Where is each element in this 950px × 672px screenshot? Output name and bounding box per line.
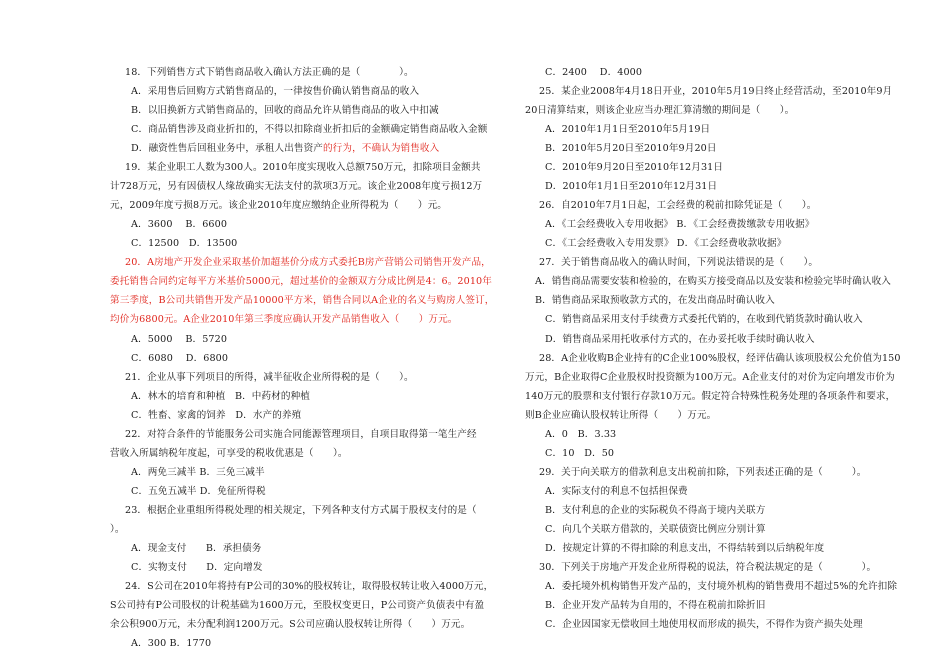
text-line-content: 22．对符合条件的节能服务公司实施合同能源管理项目，自项目取得第一笔生产经 <box>125 429 477 440</box>
text-line-content: S公司持有P公司股权的计税基础为1600万元，至股权变更日，P公司资产负债表中有盈 <box>110 600 485 611</box>
text-line-content: 30．下列关于房地产开发企业所得税的说法，符合税法规定的是（ ）。 <box>539 562 877 573</box>
text-line <box>131 237 237 250</box>
text-line <box>539 561 876 574</box>
text-line-highlight: 的行为，不确认为销售收入 <box>322 143 440 154</box>
text-line-content: C．牲畜、家禽的饲养 D．水产的养殖 <box>131 410 302 421</box>
text-line-content: C．12500 D．13500 <box>131 238 238 249</box>
text-line-content: 19．某企业职工人数为300人。2010年度实现收入总额750万元，扣除项目金额共 <box>125 162 481 173</box>
text-line <box>131 466 265 479</box>
text-line-content: C．销售商品采用支付手续费方式委托代销的，在收到代销货款时确认收入 <box>545 314 863 325</box>
text-line <box>131 123 487 136</box>
text-line-content: 26．自2010年7月1日起，工会经费的税前扣除凭证是（ ）。 <box>539 200 817 211</box>
text-line-content: A．林木的培育和种植 B．中药材的种植 <box>131 391 310 402</box>
text-line <box>131 390 310 403</box>
text-line <box>539 199 816 212</box>
text-line-content: C．商品销售涉及商业折扣的，不得以扣除商业折扣后的金额确定销售商品收入金额 <box>131 124 488 135</box>
text-line <box>110 599 484 612</box>
text-line <box>110 199 447 212</box>
text-line <box>545 504 765 517</box>
text-line <box>525 390 895 403</box>
text-line-content: 营收入所属纳税年度起，可享受的税收优惠是（ ）。 <box>110 448 348 459</box>
text-line <box>545 142 717 155</box>
text-line-content: ）。 <box>110 524 125 535</box>
text-line-content: 27．关于销售商品收入的确认时间，下列说法错误的是（ ）。 <box>539 257 819 268</box>
text-line-content: B．支付利息的企业的实际税负不得高于境内关联方 <box>545 505 766 516</box>
text-line <box>110 447 348 460</box>
text-line-content: C．2400 D．4000 <box>545 67 643 78</box>
text-line <box>545 618 863 631</box>
text-line <box>535 294 775 307</box>
text-line <box>525 371 895 384</box>
text-line <box>125 371 414 384</box>
text-line <box>545 428 616 441</box>
text-line-content: D．销售商品采用托收承付方式的，在办妥托收手续时确认收入 <box>545 334 815 345</box>
text-line <box>131 218 227 231</box>
text-line-content: 万元，B企业取得C企业股权时投资额为100万元。A企业支付的对价为定向增发市价为 <box>525 372 895 383</box>
text-line <box>131 637 211 650</box>
text-line <box>545 333 815 346</box>
text-line-content: A．3600 B．6600 <box>131 219 228 230</box>
text-line-content: 第三季度，B公司共销售开发产品10000平方米，销售合同以A企业的名义与购房人签订， <box>110 295 495 306</box>
text-line <box>131 352 228 365</box>
text-line <box>131 142 439 155</box>
text-line-content: C．企业因国家无偿收回土地使用权而形成的损失，不得作为资产损失处理 <box>545 619 863 630</box>
text-line <box>110 294 494 307</box>
text-line <box>545 237 786 250</box>
text-line <box>535 275 891 288</box>
text-line <box>545 599 765 612</box>
text-line <box>545 218 814 231</box>
text-line <box>131 409 301 422</box>
text-line-content: B．销售商品采取预收款方式的，在发出商品时确认收入 <box>535 295 775 306</box>
text-line <box>539 466 867 479</box>
text-line-content: A．2010年1月1日至2010年5月19日 <box>545 124 711 135</box>
text-line <box>545 447 614 460</box>
text-line-content: 24．S公司在2010年将持有P公司的30%的股权转让，取得股权转让收入4000万元， <box>125 581 494 592</box>
text-line-content: D．按规定计算的不得扣除的利息支出，不得结转到以后纳税年度 <box>545 543 825 554</box>
text-line <box>110 523 125 536</box>
text-line <box>131 542 262 555</box>
text-line <box>125 428 477 441</box>
text-line <box>545 313 863 326</box>
text-line-content: D．融资性售后回租业务中，承租人出售资产 <box>131 143 323 154</box>
text-line-content: 20日清算结束，则该企业应当办理汇算清缴的期间是（ ）。 <box>525 105 795 116</box>
text-line-content: C．6080 D．6800 <box>131 353 229 364</box>
text-line-content: B．企业开发产品转为自用的，不得在税前扣除折旧 <box>545 600 766 611</box>
text-line <box>545 66 642 79</box>
text-line <box>545 542 824 555</box>
text-line-content: B．以旧换新方式销售商品的，回收的商品允许从销售商品的收入中扣减 <box>131 105 439 116</box>
text-line <box>131 561 263 574</box>
text-line-content: 均价为6800元。A企业2010年第三季度应确认开发产品销售收入（ ）万元。 <box>110 314 458 325</box>
text-line <box>125 66 414 79</box>
text-line-content: 则B企业应确认股权转让所得（ ）万元。 <box>525 410 717 421</box>
text-line <box>525 409 716 422</box>
text-line-content: A．现金支付 B．承担债务 <box>131 543 262 554</box>
text-line <box>110 275 492 288</box>
text-line-content: A．0 B．3.33 <box>545 429 617 440</box>
text-line <box>545 485 688 498</box>
text-line-content: A．《工会经费收入专用收据》 B．《工会经费拨缴款专用收据》 <box>545 219 815 230</box>
text-line-content: C．五免五减半 D．免征所得税 <box>131 486 266 497</box>
text-line <box>110 313 457 326</box>
text-line-content: 28．A企业收购B企业持有的C企业100%股权，经评估确认该项股权公允价值为150 <box>539 353 901 364</box>
text-line-content: 29．关于向关联方的借款利息支出税前扣除，下列表述正确的是（ ）。 <box>539 467 867 478</box>
text-line <box>125 504 477 517</box>
text-line <box>131 485 266 498</box>
text-line-content: A．委托境外机构销售开发产品的，支付境外机构的销售费用不超过5%的允许扣除 <box>545 581 898 592</box>
text-line <box>539 256 818 269</box>
text-line-content: A．300 B．1770 <box>131 638 212 649</box>
text-line <box>545 180 717 193</box>
text-line <box>125 161 481 174</box>
text-line-content: A．实际支付的利息不包括担保费 <box>545 486 688 497</box>
text-line <box>525 104 794 117</box>
text-line-content: 委托销售合同约定每平方米基价5000元，超过基价的金额双方分成比例是4：6。2010年 <box>110 276 492 287</box>
text-line-content: C．2010年9月20日至2010年12月31日 <box>545 162 724 173</box>
text-line-content: A．采用售后回购方式销售商品的，一律按售价确认销售商品的收入 <box>131 86 420 97</box>
text-line-content: B．2010年5月20日至2010年9月20日 <box>545 143 717 154</box>
text-line-content: C．10 D．50 <box>545 448 615 459</box>
text-line-content: 计728万元，另有因债权人缘故确实无法支付的款项3万元。该企业2008年度亏损12万 <box>110 181 483 192</box>
text-line-content: 23．根据企业重组所得税处理的相关规定，下列各种支付方式属于股权支付的是（ <box>125 505 477 516</box>
text-line-content: 25．某企业2008年4月18日开业，2010年5月19日终止经营活动，至2010年9月 <box>539 86 893 97</box>
text-line <box>131 85 419 98</box>
text-line-content: 18．下列销售方式下销售商品收入确认方法正确的是（ ）。 <box>125 67 414 78</box>
text-line <box>545 523 766 536</box>
text-line-content: C．《工会经费收入专用发票》 D．《工会经费收款收据》 <box>545 238 787 249</box>
text-line <box>545 580 897 593</box>
text-line <box>545 123 710 136</box>
text-line <box>131 333 227 346</box>
text-line <box>545 161 723 174</box>
text-line-content: A．两免三减半 B．三免三减半 <box>131 467 265 478</box>
text-line-content: 21．企业从事下列项目的所得，减半征收企业所得税的是（ ）。 <box>125 372 414 383</box>
text-line-content: A．5000 B．5720 <box>131 334 228 345</box>
text-line-content: C．实物支付 D．定向增发 <box>131 562 263 573</box>
text-line <box>539 85 892 98</box>
text-line <box>125 256 491 269</box>
text-line-content: 140万元的股票和支付银行存款10万元。假定符合特殊性税务处理的各项条件和要求， <box>525 391 896 402</box>
text-line <box>110 180 482 193</box>
text-line-content: 20．A房地产开发企业采取基价加超基价分成方式委托B房产营销公司销售开发产品， <box>125 257 491 268</box>
text-line <box>125 580 493 593</box>
text-line <box>539 352 901 365</box>
text-line-content: A．销售商品需要安装和检验的，在购买方接受商品以及安装和检验完毕时确认收入 <box>535 276 892 287</box>
text-line-content: D．2010年1月1日至2010年12月31日 <box>545 181 718 192</box>
text-line-content: C．向几个关联方借款的，关联债资比例应分别计算 <box>545 524 766 535</box>
text-line-content: 余公积900万元，未分配利润1200万元。S公司应确认股权转让所得（ ）万元。 <box>110 619 471 630</box>
text-line <box>110 618 470 631</box>
text-line-content: 元，2009年度亏损8万元。该企业2010年度应缴纳企业所得税为（ ）元。 <box>110 200 447 211</box>
text-line <box>131 104 439 117</box>
